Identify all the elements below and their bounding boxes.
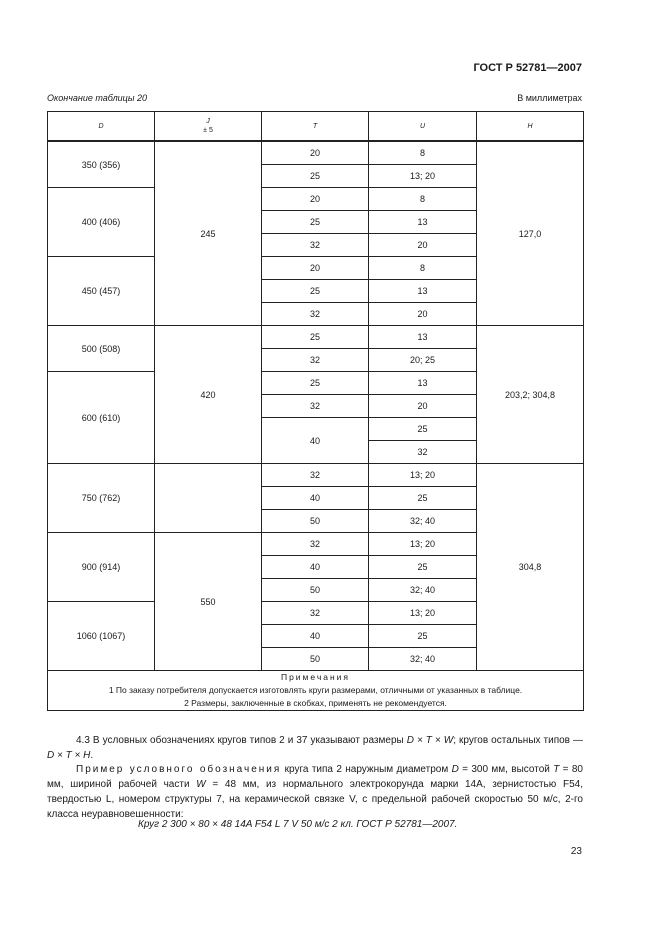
paragraph-text: = 48 мм, из нормального электрокорунда марки 14А, зернистостью F54, твердостью L, номером структуры 7, на керамической связке V, с предельной рабочей скоростью 50 м/с, 2-го класса неуравновешенности: [47, 779, 583, 820]
symbol-w: W [196, 779, 206, 790]
formula-inline: D × T × H [47, 750, 91, 761]
symbol-d: D [451, 764, 459, 775]
example-paragraph [47, 762, 583, 822]
cell-u: 20 [369, 395, 477, 418]
formula-inline: D × T × W [406, 735, 454, 746]
table-row [48, 141, 584, 165]
cell-t: 32 [262, 349, 369, 372]
cell-u: 13; 20 [369, 533, 477, 556]
paragraph-text: круга типа 2 наружным диаметром [281, 764, 452, 775]
cell-d: 900 (914) [48, 533, 155, 602]
cell-u: 8 [369, 188, 477, 211]
cell-u: 32; 40 [369, 510, 477, 533]
header-j [155, 112, 262, 142]
header-d: D [48, 112, 155, 142]
cell-u: 13; 20 [369, 165, 477, 188]
cell-t: 25 [262, 326, 369, 349]
note-item: 2 Размеры, заключенные в скобках, применять не рекомендуется. [184, 698, 447, 708]
cell-h: 127,0 [477, 141, 584, 326]
paragraph-text: = 80 мм, шириной рабочей части [47, 764, 583, 790]
standard-code: ГОСТ Р 52781—2007 [473, 62, 582, 74]
cell-t: 50 [262, 579, 369, 602]
cell-t: 25 [262, 280, 369, 303]
cell-t: 20 [262, 188, 369, 211]
cell-j: 550 [155, 533, 262, 671]
notes-title: Примечания [280, 672, 351, 682]
cell-u: 25 [369, 418, 477, 441]
cell-t: 32 [262, 464, 369, 487]
cell-t: 40 [262, 625, 369, 648]
cell-u: 13 [369, 372, 477, 395]
cell-u: 32; 40 [369, 648, 477, 671]
symbol-t: T [553, 764, 560, 775]
cell-t: 50 [262, 510, 369, 533]
cell-t: 32 [262, 395, 369, 418]
cell-u: 13 [369, 326, 477, 349]
cell-u: 32; 40 [369, 579, 477, 602]
cell-t: 20 [262, 141, 369, 165]
dimensions-table [47, 111, 584, 711]
designation-example: Круг 2 300 × 80 × 48 14A F54 L 7 V 50 м/с 2 кл. ГОСТ Р 52781—2007. [138, 819, 458, 830]
cell-t: 32 [262, 533, 369, 556]
cell-t: 32 [262, 303, 369, 326]
cell-u: 25 [369, 556, 477, 579]
cell-t: 50 [262, 648, 369, 671]
cell-t: 25 [262, 165, 369, 188]
cell-d: 400 (406) [48, 188, 155, 257]
cell-t: 40 [262, 556, 369, 579]
units-caption: В миллиметрах [517, 93, 582, 103]
cell-t: 20 [262, 257, 369, 280]
cell-t: 32 [262, 234, 369, 257]
cell-u: 13; 20 [369, 464, 477, 487]
cell-t: 25 [262, 211, 369, 234]
cell-t: 32 [262, 602, 369, 625]
cell-u: 20 [369, 234, 477, 257]
cell-d: 600 (610) [48, 372, 155, 464]
cell-h: 304,8 [477, 464, 584, 671]
cell-u: 25 [369, 625, 477, 648]
cell-t: 25 [262, 372, 369, 395]
cell-u: 13 [369, 280, 477, 303]
page-number: 23 [570, 846, 582, 857]
notes-row [48, 671, 584, 711]
header-h: H [477, 112, 584, 142]
header-u: U [369, 112, 477, 142]
header-t: T [262, 112, 369, 142]
table-caption: Окончание таблицы 20 [47, 93, 147, 103]
paragraph-4-3 [47, 733, 583, 763]
cell-u: 13; 20 [369, 602, 477, 625]
cell-u: 20; 25 [369, 349, 477, 372]
cell-j-blank [155, 464, 262, 533]
header-j-label: J [206, 118, 210, 125]
table-row [48, 326, 584, 349]
cell-t: 40 [262, 418, 369, 464]
notes-cell [48, 671, 584, 711]
paragraph-text: 4.3 В условных обозначениях кругов типов 2 и 37 указывают размеры [76, 735, 407, 746]
cell-u: 32 [369, 441, 477, 464]
note-item: 1 По заказу потребителя допускается изготовлять круги размерами, отличными от указанных в таблице. [108, 685, 523, 695]
cell-t: 40 [262, 487, 369, 510]
paragraph-text: . [90, 750, 94, 761]
cell-d: 450 (457) [48, 257, 155, 326]
table-row [48, 464, 584, 487]
cell-u: 8 [369, 257, 477, 280]
cell-u: 13 [369, 211, 477, 234]
example-lead: Пример условного обозначения [76, 764, 282, 775]
cell-u: 20 [369, 303, 477, 326]
cell-d: 1060 (1067) [48, 602, 155, 671]
cell-u: 8 [369, 141, 477, 165]
cell-j: 420 [155, 326, 262, 464]
cell-j: 245 [155, 141, 262, 326]
paragraph-text: ; кругов остальных типов — [453, 735, 584, 746]
cell-u: 25 [369, 487, 477, 510]
header-j-tolerance: ± 5 [203, 127, 213, 134]
paragraph-text: = 300 мм, высотой [458, 764, 554, 775]
cell-h: 203,2; 304,8 [477, 326, 584, 464]
cell-d: 350 (356) [48, 141, 155, 188]
cell-d: 500 (508) [48, 326, 155, 372]
cell-d: 750 (762) [48, 464, 155, 533]
